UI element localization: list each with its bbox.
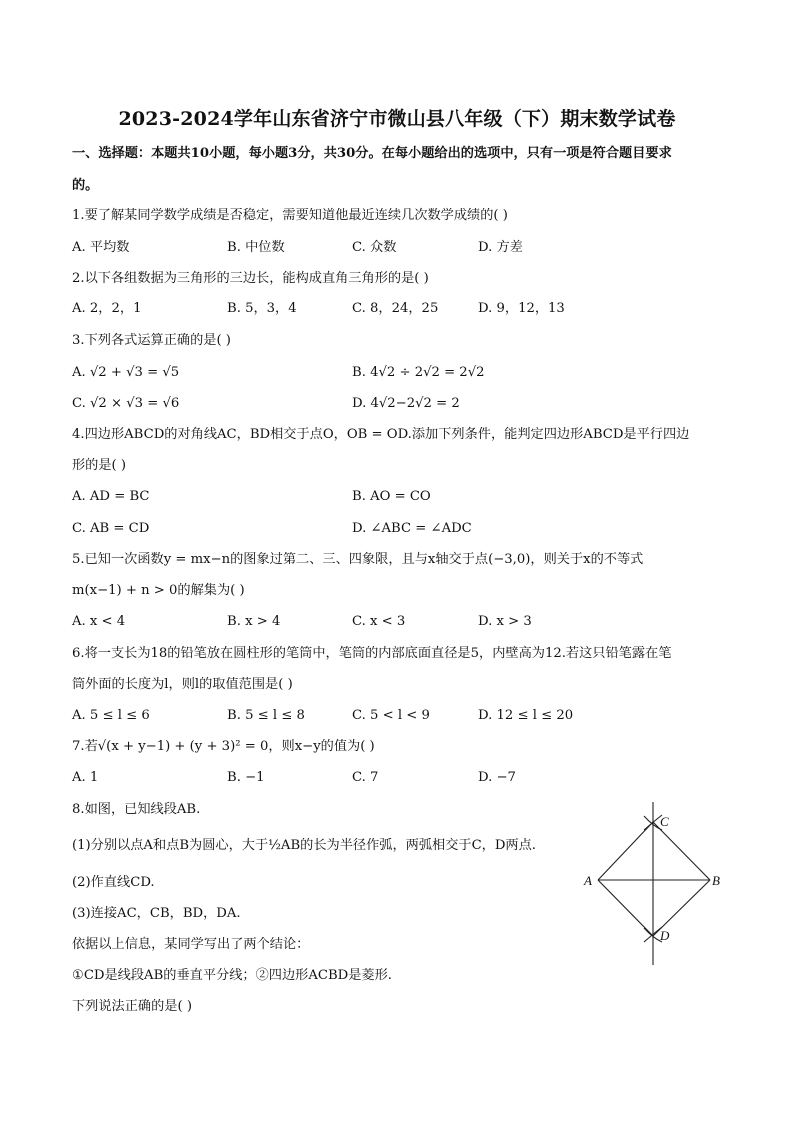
question-5-option-a: A. x < 4 xyxy=(72,614,126,629)
question-6-option-b: B. 5 ≤ l ≤ 8 xyxy=(227,708,305,723)
question-8-step-1: (1)分别以点A和点B为圆心，大于½AB的长为半径作弧，两弧相交于C，D两点. xyxy=(72,838,536,853)
question-2-stem: 2.以下各组数据为三角形的三边长，能构成直角三角形的是( ) xyxy=(72,271,429,286)
question-1-option-d: D. 方差 xyxy=(478,240,523,255)
question-6-option-a: A. 5 ≤ l ≤ 6 xyxy=(72,708,150,723)
question-3-option-a: A. √2 + √3 = √5 xyxy=(72,365,180,380)
question-8-step-2: (2)作直线CD. xyxy=(72,875,155,890)
question-6-stem: 6.将一支长为18的铅笔放在圆柱形的笔筒中，笔筒的内部底面直径是5，内壁高为12.若这只铅笔露在笔 xyxy=(72,646,672,661)
question-7-stem: 7.若√(x + y−1) + (y + 3)² = 0，则x−y的值为( ) xyxy=(72,739,375,754)
question-8-conclusions: ①CD是线段AB的垂直平分线；②四边形ACBD是菱形. xyxy=(72,968,392,983)
label-b: B xyxy=(712,873,720,888)
question-3-option-d: D. 4√2−2√2 = 2 xyxy=(352,396,460,411)
question-8-stem: 8.如图，已知线段AB. xyxy=(72,802,201,817)
question-1-option-b: B. 中位数 xyxy=(227,240,285,255)
question-4-stem: 4.四边形ABCD的对角线AC，BD相交于点O，OB = OD.添加下列条件，能判定四边形ABCD是平行四边 xyxy=(72,427,690,442)
question-6-option-d: D. 12 ≤ l ≤ 20 xyxy=(478,708,574,723)
question-2-option-c: C. 8，24，25 xyxy=(352,301,439,316)
section-heading-continued: 的。 xyxy=(72,178,99,193)
question-1-option-c: C. 众数 xyxy=(352,240,397,255)
question-8-step-3: (3)连接AC，CB，BD，DA. xyxy=(72,906,241,921)
question-4-option-d: D. ∠ABC = ∠ADC xyxy=(352,521,472,536)
question-2-option-b: B. 5，3，4 xyxy=(227,301,297,316)
page-title: 2023-2024学年山东省济宁市微山县八年级（下）期末数学试卷 xyxy=(118,108,676,130)
question-3-option-c: C. √2 × √3 = √6 xyxy=(72,396,180,411)
label-a: A xyxy=(584,873,592,888)
segment-ac xyxy=(598,822,653,880)
question-3-option-b: B. 4√2 ÷ 2√2 = 2√2 xyxy=(352,365,485,380)
rhombus-construction-figure xyxy=(578,800,728,970)
question-7-option-b: B. −1 xyxy=(227,770,265,785)
label-c: C xyxy=(660,814,669,829)
question-4-stem-continued: 形的是( ) xyxy=(72,458,127,473)
question-6-option-c: C. 5 < l < 9 xyxy=(352,708,430,723)
question-1-option-a: A. 平均数 xyxy=(72,240,130,255)
question-4-option-c: C. AB = CD xyxy=(72,521,150,536)
question-5-stem: 5.已知一次函数y = mx−n的图象过第二、三、四象限，且与x轴交于点(−3,0)，则关于x的不等式 xyxy=(72,552,644,567)
question-5-stem-continued: m(x−1) + n > 0的解集为( ) xyxy=(72,583,245,598)
question-2-option-d: D. 9，12，13 xyxy=(478,301,565,316)
segment-da xyxy=(598,880,653,936)
segment-cb xyxy=(653,822,710,880)
question-5-option-d: D. x > 3 xyxy=(478,614,532,629)
question-3-stem: 3.下列各式运算正确的是( ) xyxy=(72,333,231,348)
question-8-prompt: 下列说法正确的是( ) xyxy=(72,999,192,1014)
question-7-option-a: A. 1 xyxy=(72,770,99,785)
section-heading: 一、选择题：本题共10小题，每小题3分，共30分。在每小题给出的选项中，只有一项是符合题目要求 xyxy=(72,146,672,161)
question-1-stem: 1.要了解某同学数学成绩是否稳定，需要知道他最近连续几次数学成绩的( ) xyxy=(72,208,508,223)
question-5-option-b: B. x > 4 xyxy=(227,614,281,629)
question-2-option-a: A. 2，2，1 xyxy=(72,301,142,316)
question-5-option-c: C. x < 3 xyxy=(352,614,406,629)
label-d: D xyxy=(660,928,670,943)
question-8-info: 依据以上信息，某同学写出了两个结论： xyxy=(72,937,310,952)
question-6-stem-continued: 筒外面的长度为l，则l的取值范围是( ) xyxy=(72,677,293,692)
question-4-option-b: B. AO = CO xyxy=(352,489,431,504)
question-7-option-d: D. −7 xyxy=(478,770,516,785)
question-4-option-a: A. AD = BC xyxy=(72,489,150,504)
question-7-option-c: C. 7 xyxy=(352,770,379,785)
